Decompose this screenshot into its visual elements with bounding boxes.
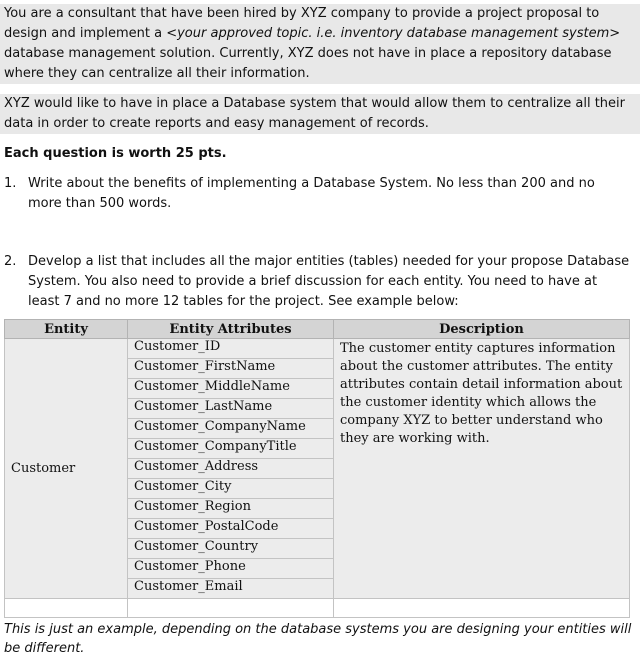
attribute-cell: Customer_Region [128, 499, 334, 519]
question-number: 1. [4, 176, 17, 191]
intro-text-start: You are a consultant that have been hired by XYZ company to provide a project proposal to design and implement a [4, 6, 600, 41]
header-entity: Entity [5, 320, 128, 339]
attribute-cell: Customer_MiddleName [128, 379, 334, 399]
footer-note: This is just an example, depending on the database systems you are designing your entities will be different. [4, 622, 632, 656]
question-text: Develop a list that includes all the major entities (tables) needed for your propose Database System. You also need to provide a brief discussion for each entity. You need to have at least 7 and no more 12 tables for the project. See example below: [28, 254, 630, 309]
empty-cell [128, 599, 334, 618]
header-attributes: Entity Attributes [128, 320, 334, 339]
empty-cell [334, 599, 630, 618]
attribute-cell: Customer_LastName [128, 399, 334, 419]
attribute-cell: Customer_CompanyTitle [128, 439, 334, 459]
table-body [5, 339, 630, 618]
entity-name-cell: Customer [5, 339, 128, 599]
intro-paragraph-1 [0, 4, 640, 84]
attribute-cell: Customer_PostalCode [128, 519, 334, 539]
attribute-cell: Customer_Address [128, 459, 334, 479]
intro-text-end: database management solution. Currently, XYZ does not have in place a repository database where they can centralize all their information. [4, 46, 612, 81]
attribute-cell: Customer_Phone [128, 559, 334, 579]
entity-table [4, 319, 630, 618]
empty-cell [5, 599, 128, 618]
header-description: Description [334, 320, 630, 339]
description-cell: The customer entity captures information about the customer attributes. The entity attributes contain detail information about the customer identity which allows the company XYZ to better understand who they are working with. [334, 339, 630, 599]
attribute-cell: Customer_CompanyName [128, 419, 334, 439]
table-row [5, 339, 630, 359]
entity-table-wrapper [4, 319, 630, 618]
attribute-cell: Customer_City [128, 479, 334, 499]
attribute-cell: Customer_ID [128, 339, 334, 359]
attribute-cell: Customer_Country [128, 539, 334, 559]
topic-placeholder: <your approved topic. i.e. inventory database management system> [166, 26, 621, 41]
empty-row [5, 599, 630, 618]
attribute-cell: Customer_FirstName [128, 359, 334, 379]
table-header-row [5, 320, 630, 339]
attribute-cell: Customer_Email [128, 579, 334, 599]
question-number: 2. [4, 254, 17, 269]
intro-paragraph-2: XYZ would like to have in place a Database system that would allow them to centralize all their data in order to create reports and easy management of records. [0, 94, 640, 134]
question-text: Write about the benefits of implementing a Database System. No less than 200 and no more than 500 words. [28, 176, 595, 211]
points-heading: Each question is worth 25 pts. [4, 146, 227, 161]
